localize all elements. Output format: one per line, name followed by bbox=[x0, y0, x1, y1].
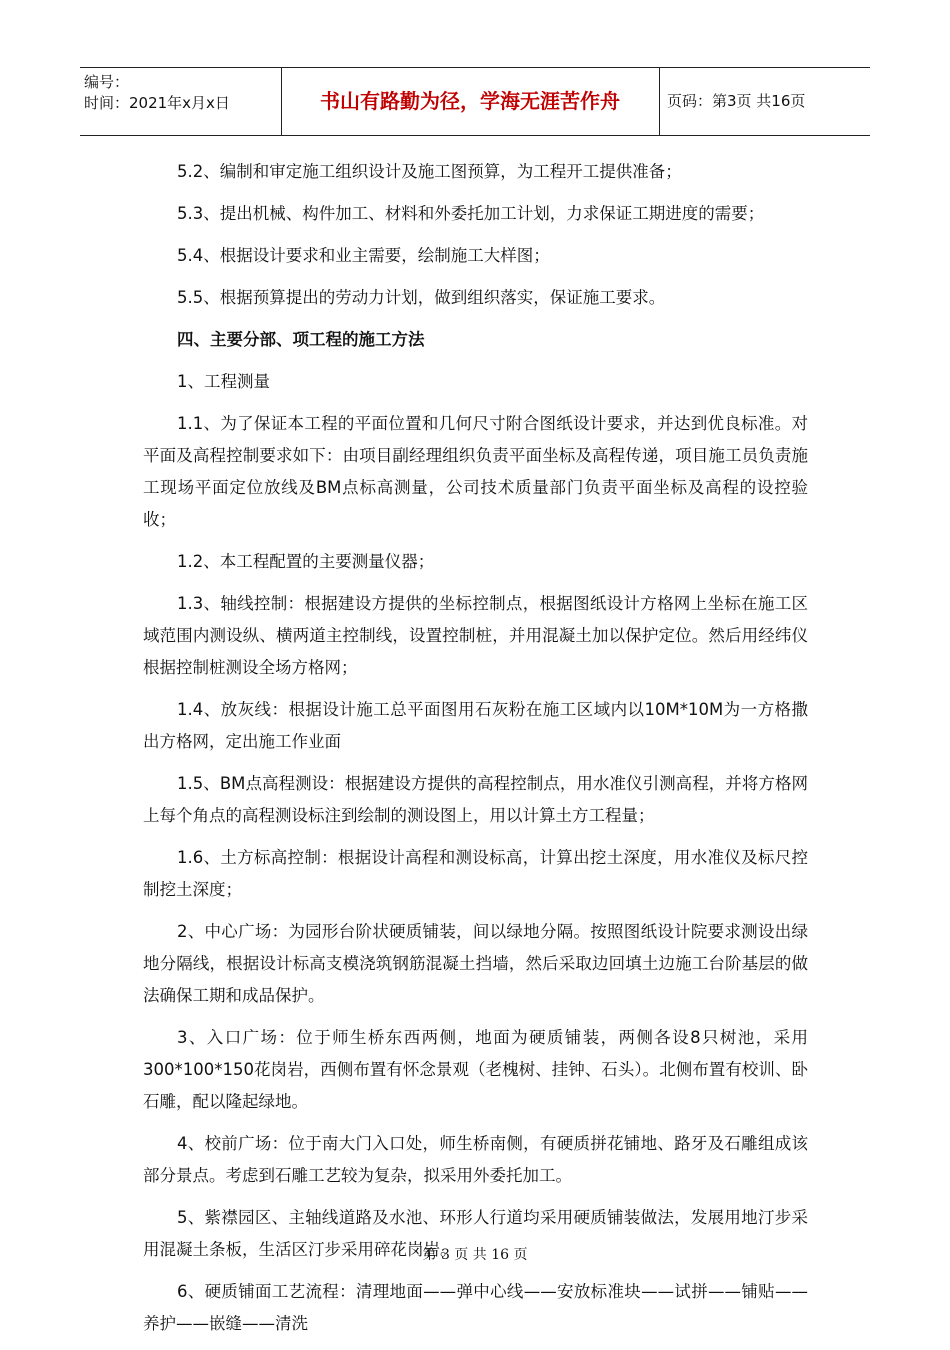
paragraph: 1.3、轴线控制：根据建设方提供的坐标控制点，根据图纸设计方格网上坐标在施工区域范围内测设纵、横两道主控制线，设置控制桩，并用混凝土加以保护定位。然后用经纬仪根据控制桩测设全场方格网； bbox=[143, 594, 808, 677]
subsection-heading: 1、工程测量 bbox=[177, 372, 270, 391]
section-heading: 四、主要分部、项工程的施工方法 bbox=[177, 330, 425, 349]
document-body bbox=[143, 156, 808, 1350]
paragraph: 1.5、BM点高程测设：根据建设方提供的高程控制点，用水准仪引测高程，并将方格网上每个角点的高程测设标注到绘制的测设图上，用以计算土方工程量； bbox=[143, 774, 808, 825]
header-meta bbox=[84, 72, 280, 114]
page-footer: 第 3 页 共 16 页 bbox=[422, 1247, 528, 1263]
document-date: 时间：2021年x月x日 bbox=[84, 94, 230, 112]
paragraph: 1.6、土方标高控制：根据设计高程和测设标高，计算出挖土深度，用水准仪及标尺控制挖土深度； bbox=[143, 848, 808, 899]
paragraph: 5.5、根据预算提出的劳动力计划，做到组织落实，保证施工要求。 bbox=[177, 288, 666, 307]
paragraph: 3、入口广场：位于师生桥东西两侧，地面为硬质铺装，两侧各设8只树池，采用300*100*150花岗岩，西侧布置有怀念景观（老槐树、挂钟、石头）。北侧布置有校训、卧石雕，配以隆起绿地。 bbox=[143, 1028, 808, 1111]
paragraph: 2、中心广场：为园形台阶状硬质铺装，间以绿地分隔。按照图纸设计院要求测设出绿地分隔线，根据设计标高支模浇筑钢筋混凝土挡墙，然后采取边回填土边施工台阶基层的做法确保工期和成品保护。 bbox=[143, 922, 808, 1005]
paragraph: 5、紫襟园区、主轴线道路及水池、环形人行道均采用硬质铺装做法，发展用地汀步采用混凝土条板，生活区汀步采用碎花岗岩。 bbox=[143, 1208, 808, 1259]
paragraph: 5.2、编制和审定施工组织设计及施工图预算，为工程开工提供准备； bbox=[177, 162, 682, 181]
paragraph: 4、校前广场：位于南大门入口处，师生桥南侧，有硬质拼花铺地、路牙及石雕组成该部分景点。考虑到石雕工艺较为复杂，拟采用外委托加工。 bbox=[143, 1134, 808, 1185]
paragraph: 1.2、本工程配置的主要测量仪器； bbox=[177, 552, 435, 571]
header-divider bbox=[659, 68, 660, 135]
document-number-label: 编号： bbox=[84, 73, 130, 91]
header-motto: 书山有路勤为径，学海无涯苦作舟 bbox=[320, 89, 620, 113]
header-page-info: 页码：第3页 共16页 bbox=[667, 92, 806, 110]
paragraph: 5.4、根据设计要求和业主需要，绘制施工大样图； bbox=[177, 246, 550, 265]
paragraph: 1.4、放灰线：根据设计施工总平面图用石灰粉在施工区域内以10M*10M为一方格撒出方格网，定出施工作业面 bbox=[143, 700, 808, 751]
paragraph: 6、硬质铺面工艺流程：清理地面——弹中心线——安放标准块——试拼——铺贴——养护——嵌缝——清洗 bbox=[143, 1282, 808, 1333]
page-header bbox=[80, 67, 870, 136]
paragraph: 1.1、为了保证本工程的平面位置和几何尺寸附合图纸设计要求，并达到优良标准。对平面及高程控制要求如下：由项目副经理组织负责平面坐标及高程传递，项目施工员负责施工现场平面定位放线及BM点标高测量，公司技术质量部门负责平面坐标及高程的设控验收； bbox=[143, 414, 808, 529]
paragraph: 5.3、提出机械、构件加工、材料和外委托加工计划，力求保证工期进度的需要； bbox=[177, 204, 765, 223]
